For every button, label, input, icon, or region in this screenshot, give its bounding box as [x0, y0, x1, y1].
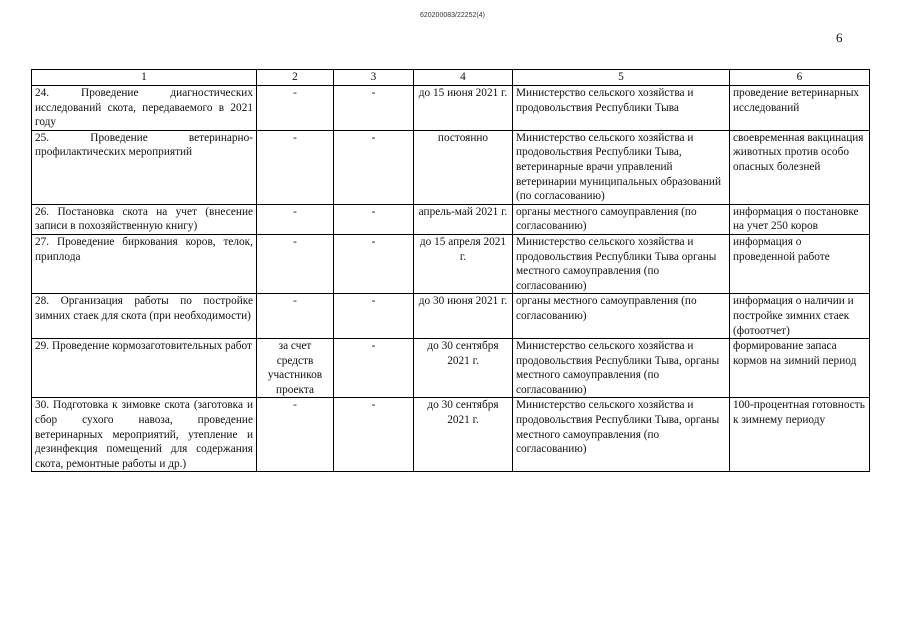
table-row [32, 294, 870, 339]
column-header: 6 [730, 70, 870, 86]
column-header: 1 [32, 70, 257, 86]
table-header-row [32, 70, 870, 86]
responsible-cell: органы местного самоуправления (по согласованию) [513, 294, 730, 339]
deadline-cell: до 30 июня 2021 г. [414, 294, 513, 339]
column-3-cell: - [334, 339, 414, 398]
deadline-cell: до 15 июня 2021 г. [414, 86, 513, 131]
result-cell: 100-процентная готовность к зимнему периоду [730, 398, 870, 472]
deadline-cell: до 30 сентября 2021 г. [414, 339, 513, 398]
action-plan-table [31, 69, 870, 472]
result-cell: информация о проведенной работе [730, 234, 870, 293]
activity-cell: 24. Проведение диагностических исследований скота, передаваемого в 2021 году [32, 86, 257, 131]
responsible-cell: органы местного самоуправления (по согласованию) [513, 204, 730, 234]
document-id: 620200083/22252(4) [419, 12, 485, 19]
column-header: 2 [257, 70, 334, 86]
result-cell: проведение ветеринарных исследований [730, 86, 870, 131]
funding-cell: - [257, 204, 334, 234]
table-row [32, 130, 870, 204]
column-3-cell: - [334, 204, 414, 234]
column-3-cell: - [334, 398, 414, 472]
responsible-cell: Министерство сельского хозяйства и продовольствия Республики Тыва, органы местного самоуправления (по согласованию) [513, 339, 730, 398]
deadline-cell: до 30 сентября 2021 г. [414, 398, 513, 472]
responsible-cell: Министерство сельского хозяйства и продовольствия Республики Тыва, органы местного самоуправления (по согласованию) [513, 398, 730, 472]
activity-cell: 27. Проведение биркования коров, телок, приплода [32, 234, 257, 293]
page-number: 6 [836, 30, 843, 45]
activity-cell: 28. Организация работы по постройке зимних стаек для скота (при необходимости) [32, 294, 257, 339]
column-3-cell: - [334, 86, 414, 131]
result-cell: формирование запаса кормов на зимний период [730, 339, 870, 398]
responsible-cell: Министерство сельского хозяйства и продовольствия Республики Тыва органы местного самоуправления (по согласованию) [513, 234, 730, 293]
responsible-cell: Министерство сельского хозяйства и продовольствия Республики Тыва [513, 86, 730, 131]
table-row [32, 398, 870, 472]
column-header: 4 [414, 70, 513, 86]
funding-cell: - [257, 398, 334, 472]
table-row [32, 86, 870, 131]
table-row [32, 339, 870, 398]
deadline-cell: постоянно [414, 130, 513, 204]
column-header: 5 [513, 70, 730, 86]
deadline-cell: до 15 апреля 2021 г. [414, 234, 513, 293]
result-cell: своевременная вакцинация животных против особо опасных болезней [730, 130, 870, 204]
funding-cell: - [257, 86, 334, 131]
column-header: 3 [334, 70, 414, 86]
funding-cell: за счет средств участников проекта [257, 339, 334, 398]
activity-cell: 26. Постановка скота на учет (внесение записи в похозяйственную книгу) [32, 204, 257, 234]
activity-cell: 25. Проведение ветеринарно-профилактических мероприятий [32, 130, 257, 204]
result-cell: информация о постановке на учет 250 коров [730, 204, 870, 234]
funding-cell: - [257, 294, 334, 339]
result-cell: информация о наличии и постройке зимних стаек (фотоотчет) [730, 294, 870, 339]
funding-cell: - [257, 234, 334, 293]
responsible-cell: Министерство сельского хозяйства и продовольствия Республики Тыва, ветеринарные врачи управлений ветеринарии муниципальных образований (по согласованию) [513, 130, 730, 204]
table-row [32, 234, 870, 293]
activity-cell: 30. Подготовка к зимовке скота (заготовка и сбор сухого навоза, проведение ветеринарных мероприятий, утепление и дезинфекция помещений для содержания скота, ремонтные работы и др.) [32, 398, 257, 472]
deadline-cell: апрель-май 2021 г. [414, 204, 513, 234]
funding-cell: - [257, 130, 334, 204]
column-3-cell: - [334, 234, 414, 293]
column-3-cell: - [334, 130, 414, 204]
table-row [32, 204, 870, 234]
column-3-cell: - [334, 294, 414, 339]
activity-cell: 29. Проведение кормозаготовительных работ [32, 339, 257, 398]
